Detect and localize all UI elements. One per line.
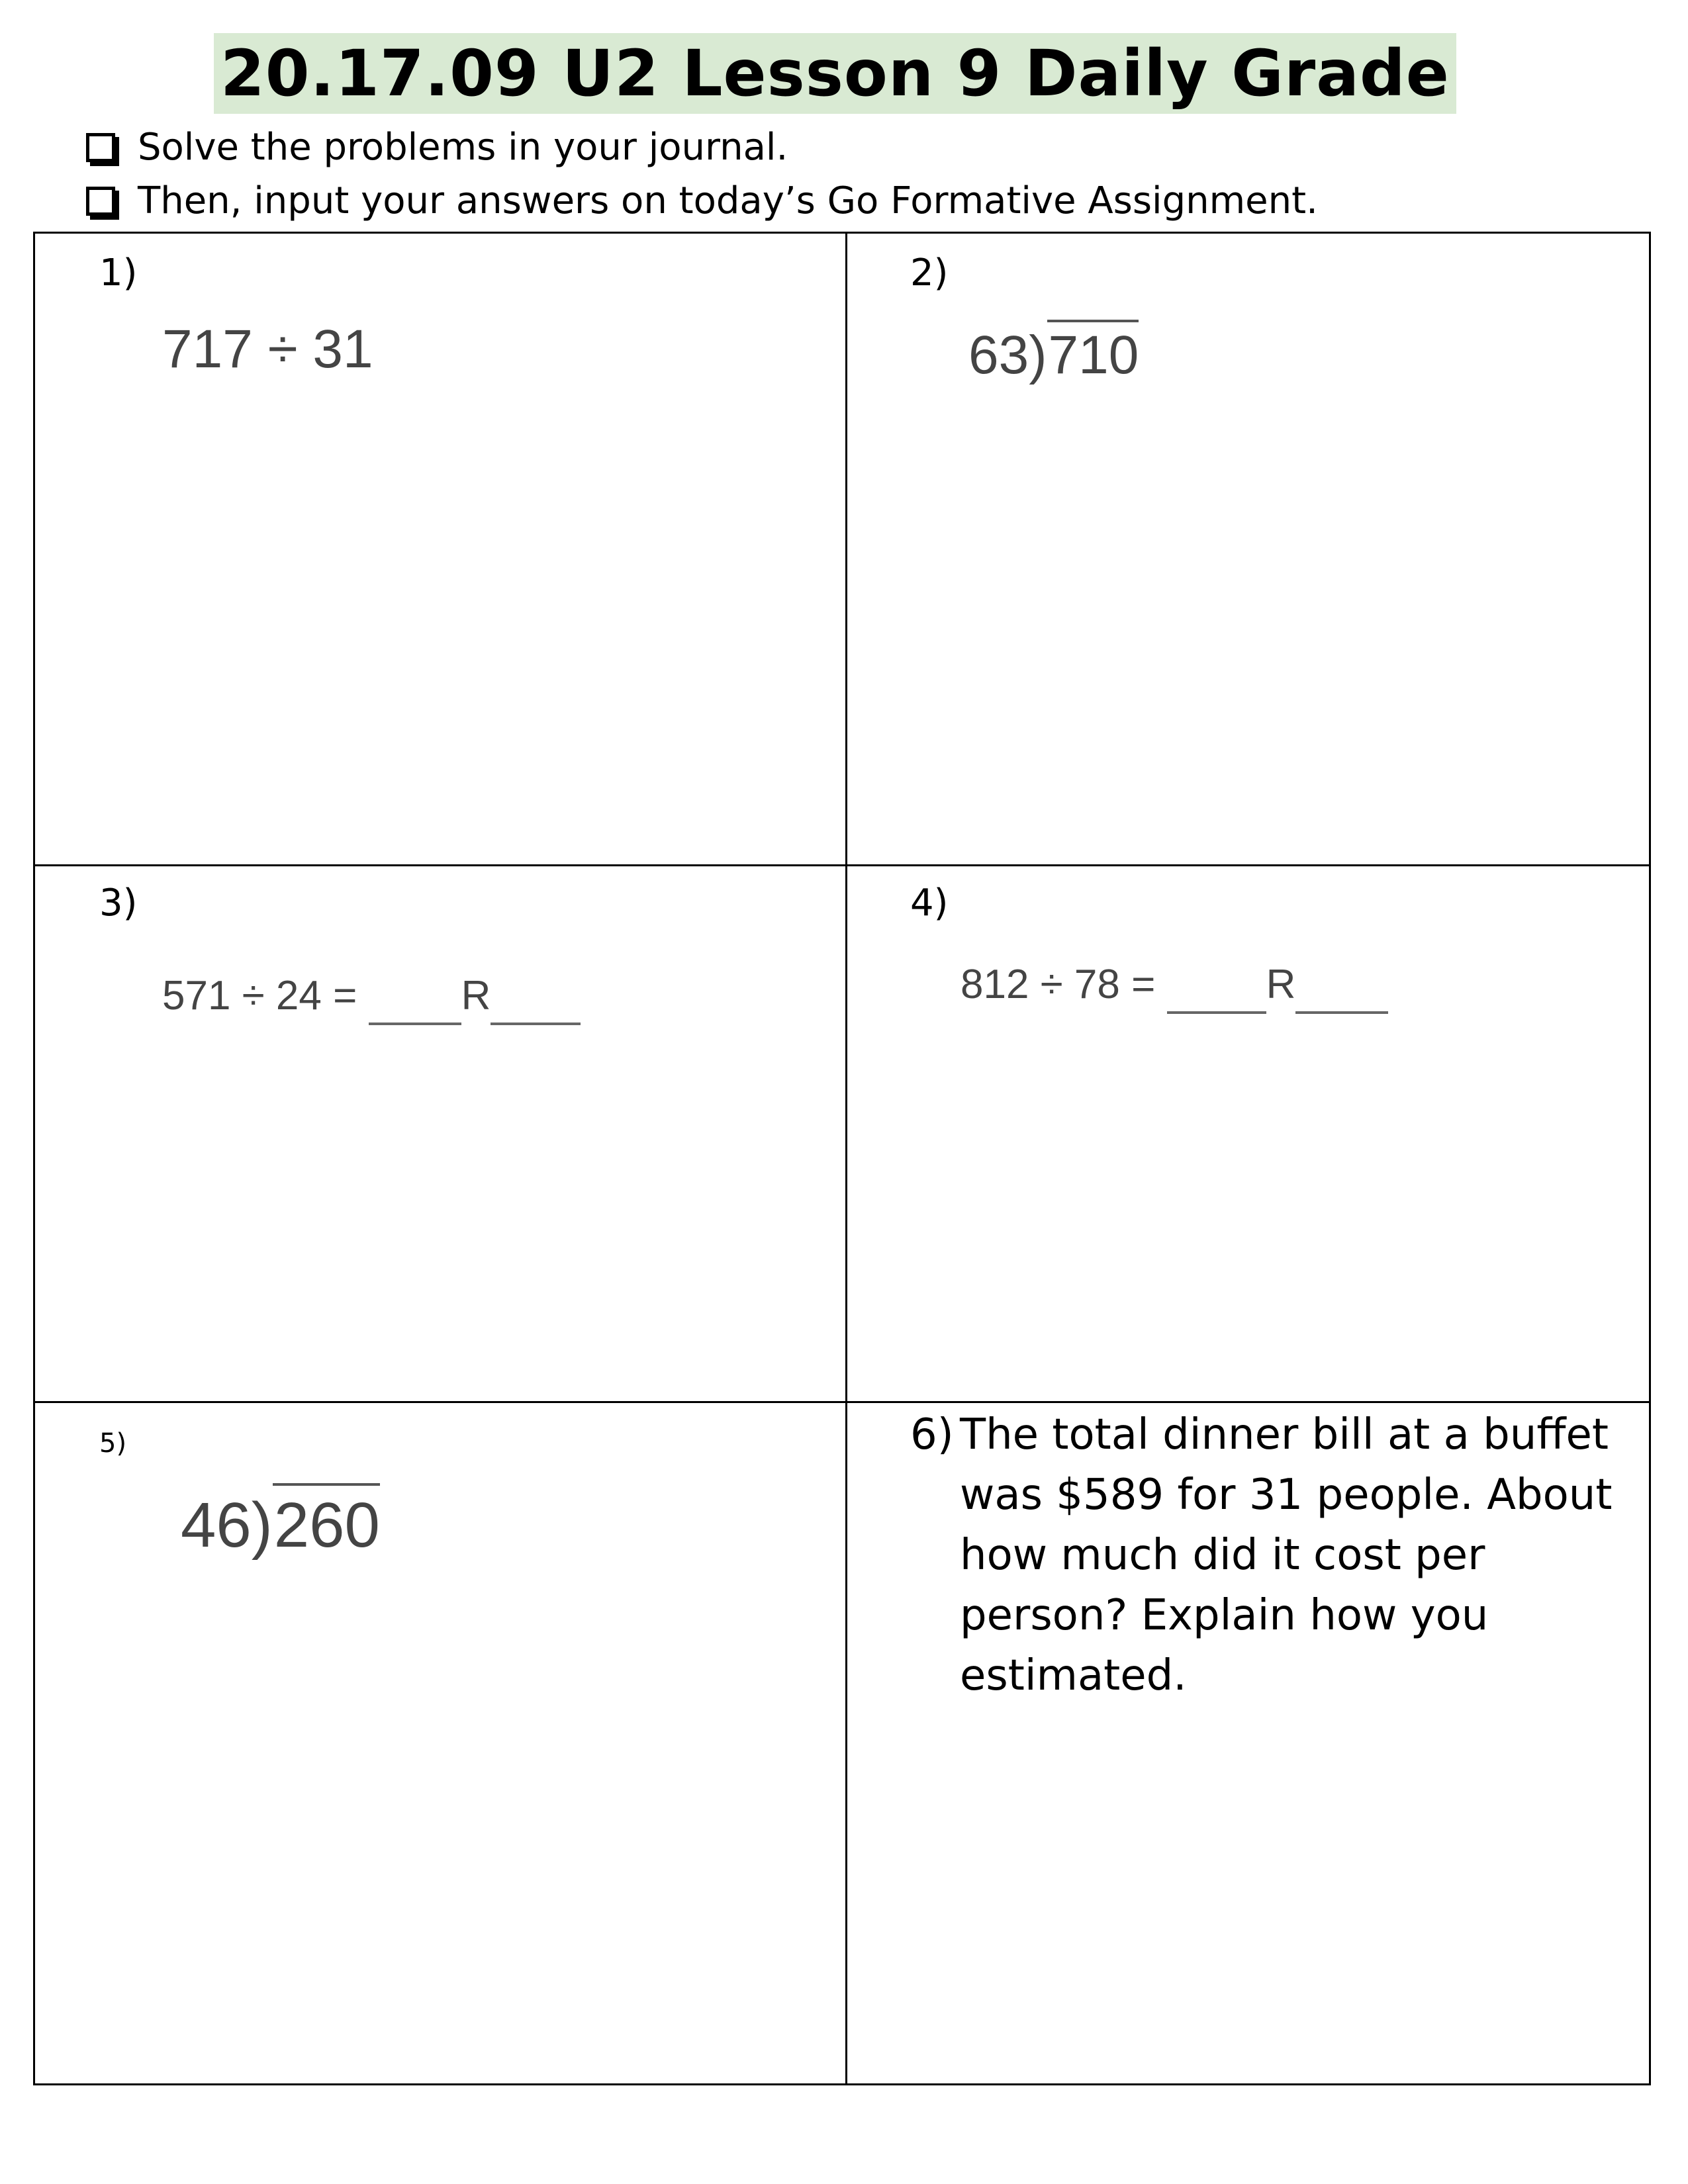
page-title: 20.17.09 U2 Lesson 9 Daily Grade [214, 33, 1456, 114]
problem-5-number: 5) [99, 1428, 127, 1459]
problem-grid [33, 232, 1651, 2085]
remainder-blank [1295, 958, 1388, 1014]
quotient-blank [369, 970, 461, 1025]
problem-2-divisor: 63 [968, 325, 1029, 385]
instruction-item [86, 124, 788, 171]
problem-1-expression: 717 ÷ 31 [162, 319, 373, 379]
problem-2-number: 2) [910, 251, 949, 295]
checkbox-bullet-icon [86, 133, 115, 162]
problem-5-long-division [181, 1483, 380, 1565]
problem-5-divisor: 46 [181, 1490, 252, 1561]
problem-4-expression-line [961, 958, 1388, 1014]
problem-6-number: 6) [910, 1410, 954, 1459]
problem-5-dividend: 260 [273, 1483, 380, 1565]
remainder-blank [491, 970, 581, 1025]
problem-3-number: 3) [99, 882, 138, 925]
instruction-item [86, 178, 1318, 224]
grid-divider-horizontal [35, 1401, 1649, 1403]
division-bracket-icon: ) [251, 1490, 273, 1561]
instruction-text: Then, input your answers on today’s Go Formative Assignment. [138, 179, 1318, 222]
remainder-label: R [461, 973, 491, 1019]
problem-4-number: 4) [910, 882, 949, 925]
problem-2-dividend: 710 [1047, 320, 1139, 388]
problem-1-number: 1) [99, 251, 138, 295]
problem-6-text: The total dinner bill at a buffet was $589 for 31 people. About how much did it cost per person? Explain how you estimated. [960, 1410, 1613, 1700]
problem-3-expression-line [162, 970, 581, 1025]
quotient-blank [1167, 958, 1266, 1014]
problem-2-long-division [968, 320, 1139, 388]
problem-3-expression: 571 ÷ 24 = [162, 973, 357, 1019]
checkbox-bullet-icon [86, 187, 115, 216]
instruction-text: Solve the problems in your journal. [138, 126, 788, 169]
division-bracket-icon: ) [1029, 325, 1047, 385]
grid-divider-vertical [845, 234, 847, 2083]
remainder-label: R [1266, 962, 1296, 1007]
problem-6 [910, 1405, 1642, 1706]
grid-divider-horizontal [35, 864, 1649, 866]
problem-4-expression: 812 ÷ 78 = [961, 962, 1156, 1007]
